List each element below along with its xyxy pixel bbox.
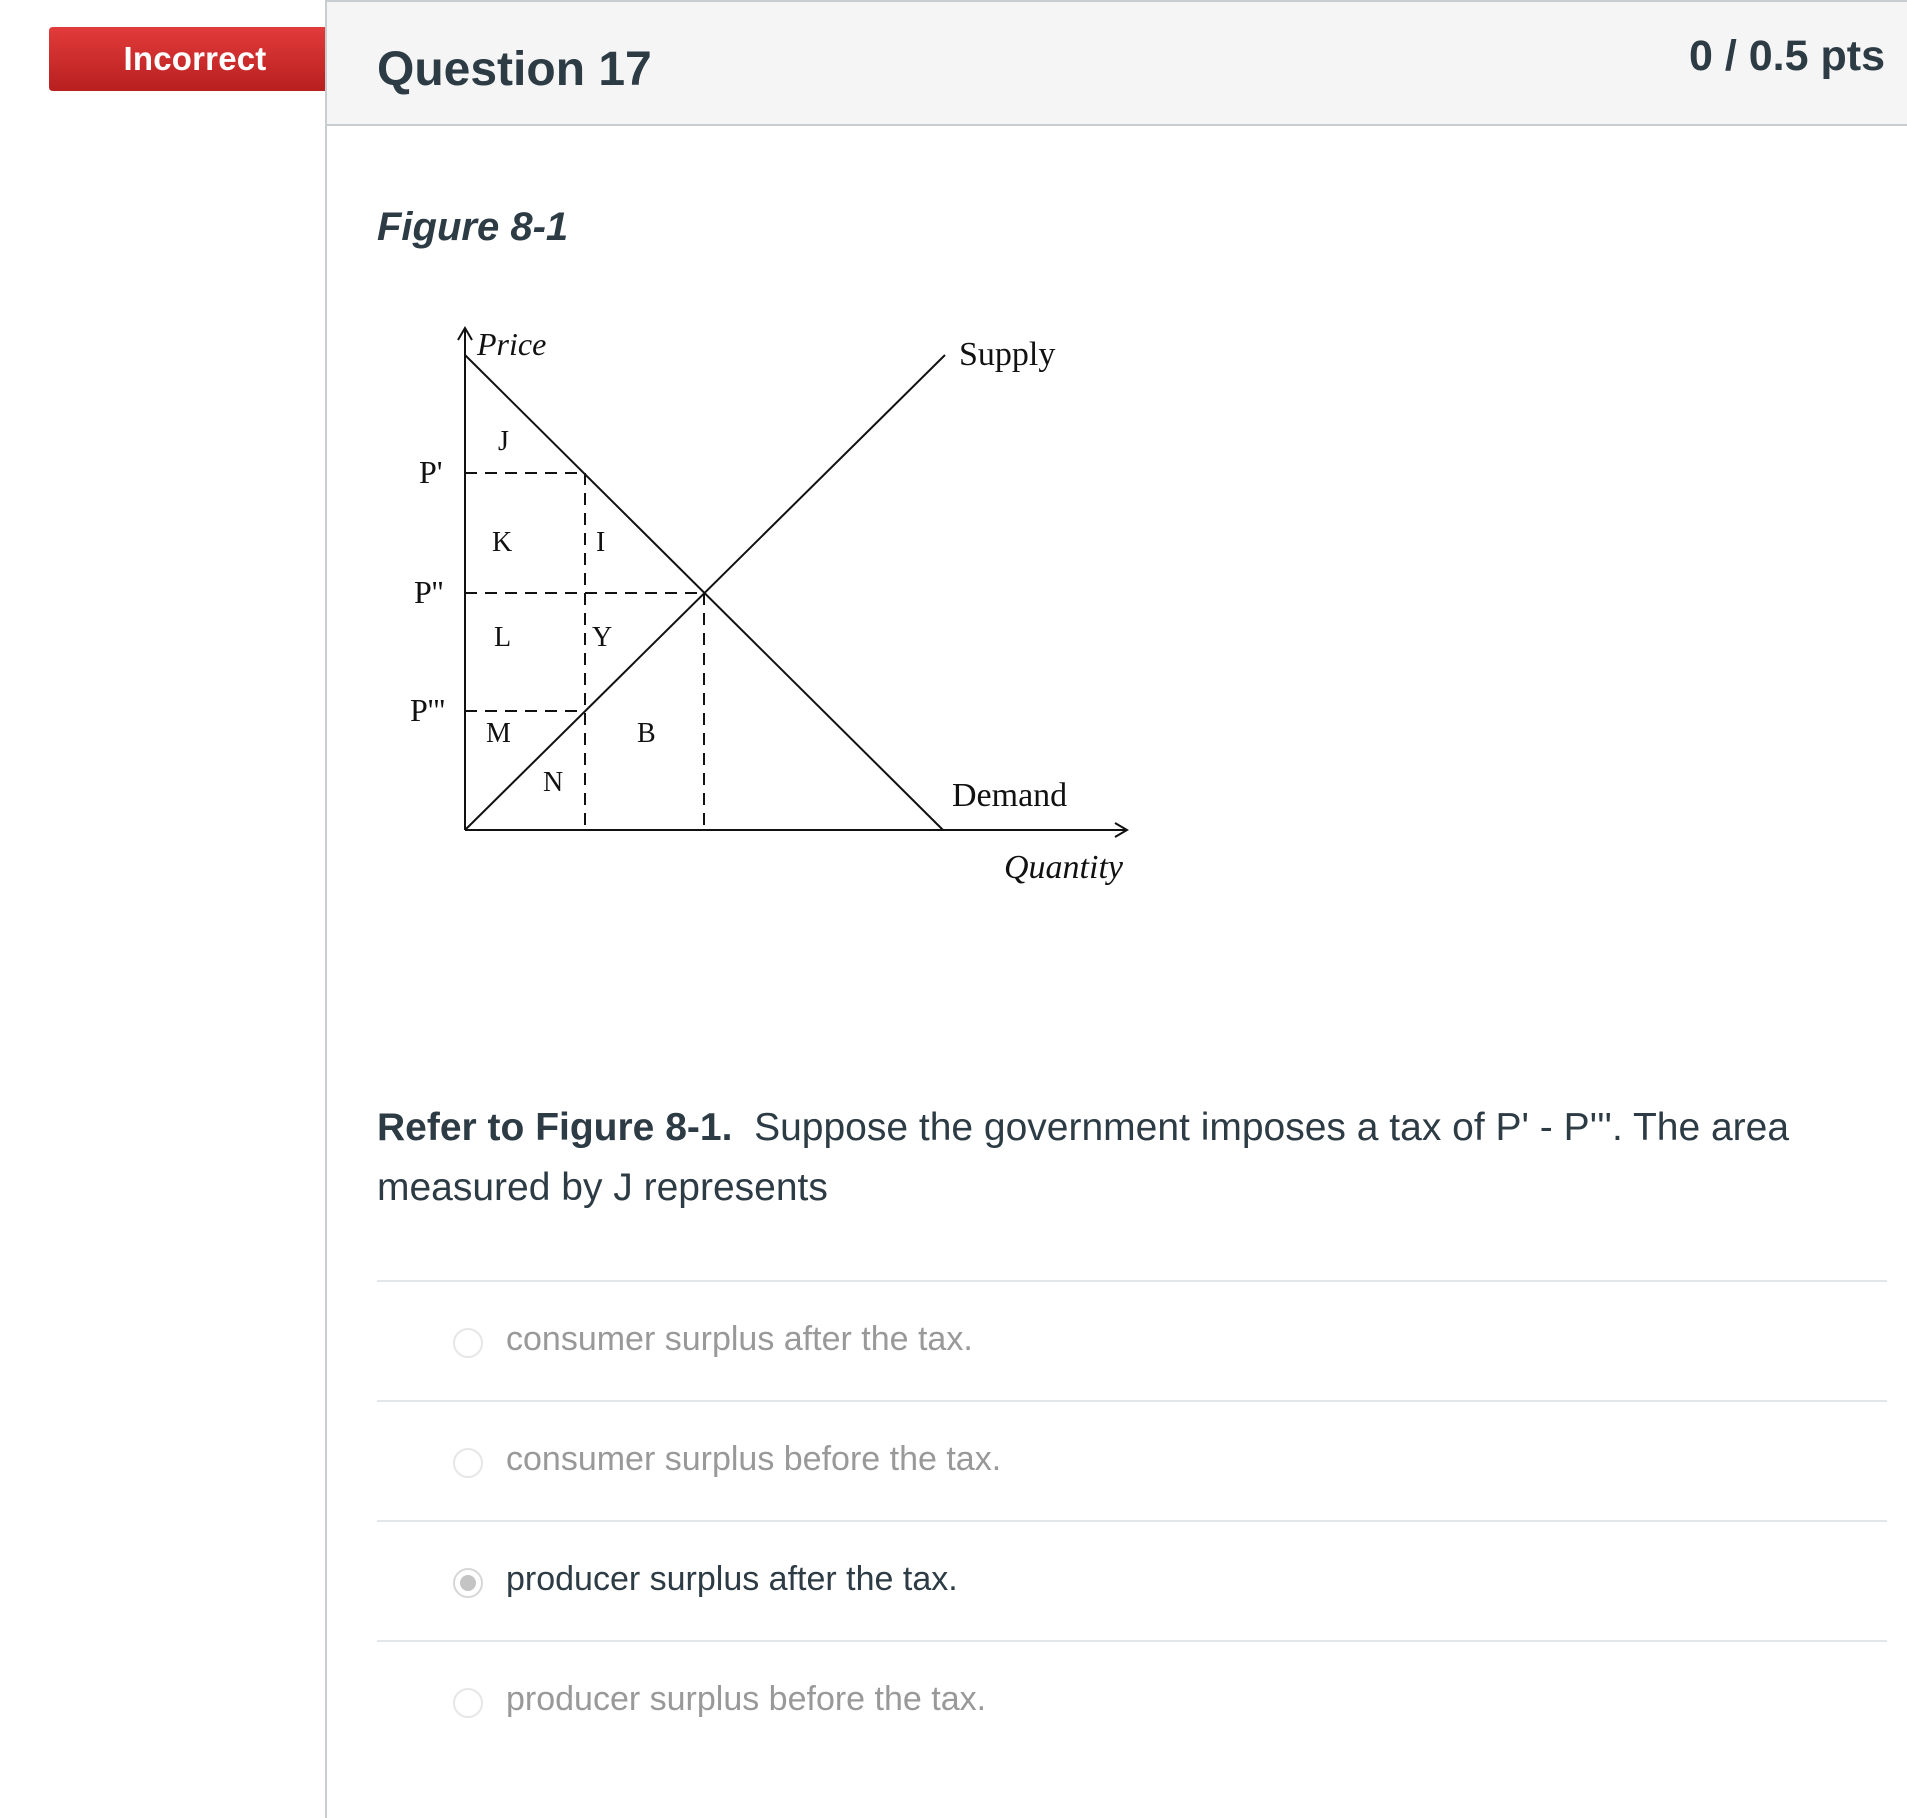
demand-label: Demand [952, 777, 1068, 814]
answer-list [377, 1280, 1887, 1760]
answer-label: consumer surplus before the tax. [506, 1440, 1002, 1478]
question-text [377, 1098, 1857, 1218]
status-badge [49, 27, 363, 91]
status-badge-label: Incorrect [123, 40, 267, 77]
radio-button[interactable] [453, 1448, 483, 1478]
left-gutter [0, 0, 325, 1818]
question-text-bold: Refer to Figure 8-1. [377, 1106, 733, 1149]
area-label-m: M [486, 718, 511, 749]
price-label-p2: P'' [414, 574, 444, 610]
question-panel [325, 0, 1907, 1818]
area-label-i: I [596, 527, 606, 558]
area-label-b: B [637, 718, 656, 749]
answer-option-3[interactable] [377, 1520, 1887, 1640]
area-label-j: J [498, 426, 509, 457]
question-header [327, 0, 1907, 126]
area-label-n: N [543, 767, 564, 798]
price-axis-label: Price [477, 326, 547, 362]
question-points: 0 / 0.5 pts [1689, 32, 1885, 80]
quantity-axis-label: Quantity [1004, 849, 1123, 886]
answer-label: consumer surplus after the tax. [506, 1320, 973, 1358]
price-label-p3: P''' [410, 692, 446, 728]
answer-label: producer surplus before the tax. [506, 1680, 987, 1718]
answer-option-2[interactable] [377, 1400, 1887, 1520]
radio-button-selected[interactable] [453, 1568, 483, 1598]
supply-label: Supply [959, 336, 1056, 373]
radio-button[interactable] [453, 1688, 483, 1718]
question-text-body: Suppose the government imposes a tax of P' - P'''. The area measured by J represents [377, 1106, 1790, 1209]
area-label-y: Y [592, 622, 613, 653]
price-label-p1: P' [419, 454, 443, 490]
question-title: Question 17 [377, 43, 652, 96]
area-label-l: L [494, 622, 512, 653]
answer-label: producer surplus after the tax. [506, 1560, 958, 1598]
area-label-k: K [492, 527, 513, 558]
radio-button[interactable] [453, 1328, 483, 1358]
answer-option-4[interactable] [377, 1640, 1887, 1760]
figure-caption: Figure 8-1 [377, 205, 569, 249]
supply-demand-figure [397, 310, 1197, 910]
answer-option-1[interactable] [377, 1280, 1887, 1400]
